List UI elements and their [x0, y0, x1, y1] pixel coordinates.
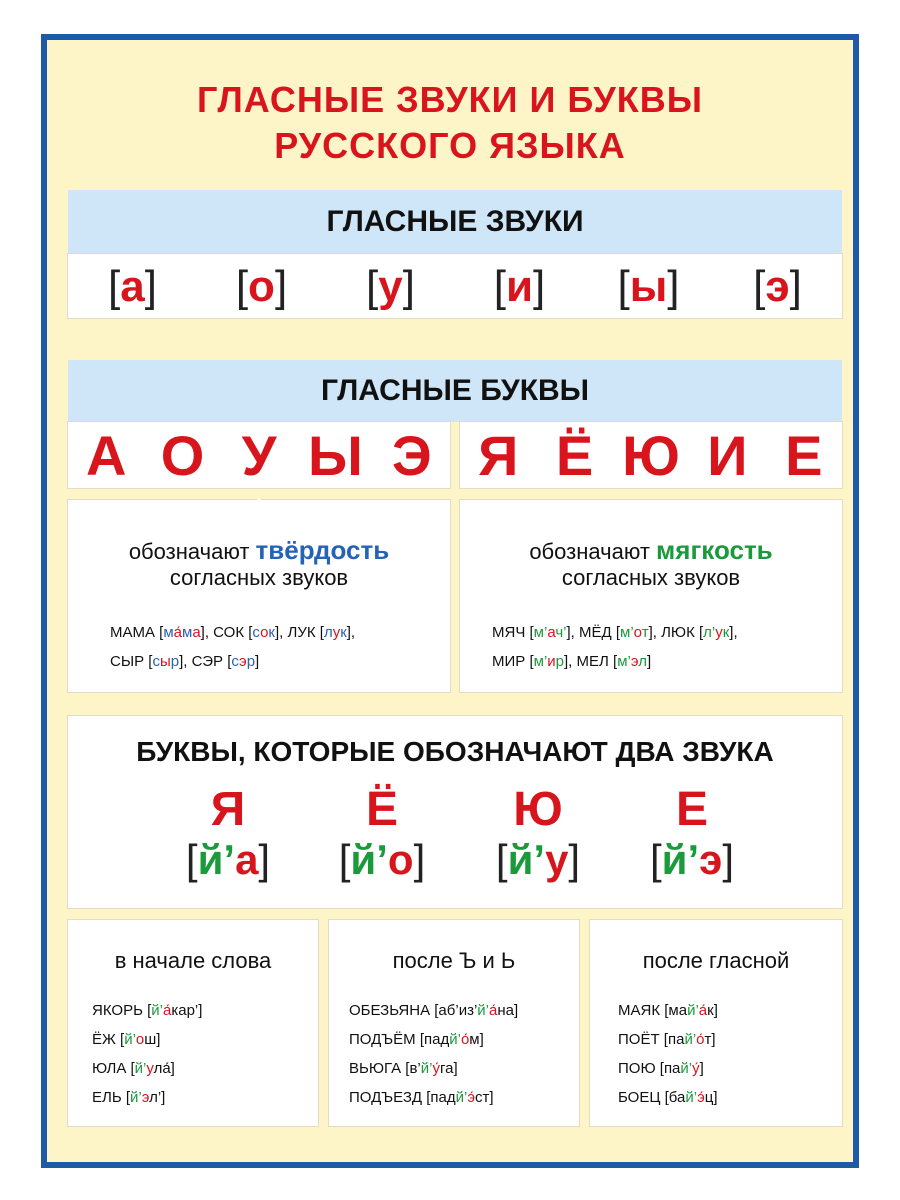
soft-example-line2: МИР [м’ир], МЕЛ [м’эл] — [492, 653, 652, 670]
hard-desc-card — [68, 500, 450, 692]
col-after-sign-title: после Ъ и Ь — [392, 948, 516, 973]
col-after-vowel-ex2: ПОЁТ [пай’о́т] — [618, 1031, 716, 1048]
two-sound-pair-2 — [468, 784, 608, 884]
poster-frame — [41, 34, 859, 1168]
vowel-sound-0: [а] — [108, 262, 157, 311]
col-after-sign-ex2: ПОДЪЁМ [падй’о́м] — [349, 1031, 484, 1048]
two-sound-transcription-2: [й’у] — [495, 836, 581, 883]
two-sound-letter-2: Ю — [513, 783, 563, 836]
vowel-sounds-header: ГЛАСНЫЕ ЗВУКИ — [68, 190, 842, 254]
vowel-letters-header: ГЛАСНЫЕ БУКВЫ — [68, 360, 842, 422]
hard-desc-line — [68, 536, 450, 566]
soft-letter-3: И — [707, 424, 748, 487]
col-after-vowel-ex1: МАЯК [май’а́к] — [618, 1002, 718, 1019]
vowel-sounds-card — [68, 254, 842, 318]
col-start-ex4: ЕЛЬ [й’эл’] — [92, 1089, 166, 1106]
two-sounds-header: БУКВЫ, КОТОРЫЕ ОБОЗНАЧАЮТ ДВА ЗВУКА — [136, 736, 774, 767]
two-sound-letter-1: Ё — [365, 783, 399, 836]
poster-title-line1: ГЛАСНЫЕ ЗВУКИ И БУКВЫ — [196, 79, 703, 120]
col-start-ex2: ЁЖ [й’ош] — [92, 1031, 161, 1048]
soft-letter-1: Ё — [555, 424, 594, 487]
hard-desc-prefix: обозначают — [128, 539, 250, 564]
hard-letter-2: У — [241, 424, 277, 487]
col-after-vowel-card — [590, 920, 842, 1126]
col-start-ex3: ЮЛА [й’ула́] — [92, 1060, 175, 1077]
hard-desc-suffix: согласных звуков — [169, 565, 349, 590]
col-after-sign-ex3: ВЬЮГА [в’й’у́га] — [349, 1060, 458, 1077]
hard-letter-1: О — [160, 424, 205, 487]
hard-example-line1: МАМА [ма́ма], СОК [сок], ЛУК [лук], — [110, 624, 356, 641]
two-sound-pair-1 — [312, 784, 452, 884]
two-sound-letter-3: Е — [675, 783, 708, 836]
two-sounds-card — [68, 716, 842, 908]
two-sound-transcription-1: [й’о] — [338, 836, 426, 883]
soft-desc-card — [460, 500, 842, 692]
vowel-sound-5: [э] — [753, 262, 802, 311]
soft-letters-card — [460, 422, 842, 488]
poster-title-line2: РУССКОГО ЯЗЫКА — [274, 125, 626, 166]
vowel-sound-1: [о] — [235, 262, 288, 311]
vowel-sound-4: [ы] — [617, 262, 680, 311]
col-after-sign-card — [329, 920, 579, 1126]
col-start-title: в начале слова — [114, 948, 272, 973]
soft-desc-line — [460, 536, 842, 566]
hard-keyword: твёрдость — [255, 535, 390, 565]
col-after-vowel-ex4: БОЕЦ [бай’э́ц] — [618, 1089, 718, 1106]
soft-example-line1: МЯЧ [м’ач’], МЁД [м’от], ЛЮК [л’ук], — [492, 624, 738, 641]
hard-letter-0: А — [85, 424, 127, 487]
hard-letter-4: Э — [391, 424, 432, 487]
col-start-ex1: ЯКОРЬ [й’а́кар’] — [92, 1002, 203, 1019]
soft-letter-2: Ю — [622, 424, 680, 487]
two-sound-letter-0: Я — [210, 783, 246, 836]
col-after-sign-ex1: ОБЕЗЬЯНА [аб’из’й’а́на] — [349, 1002, 519, 1019]
soft-letter-4: Е — [785, 424, 823, 487]
hard-letter-3: Ы — [307, 424, 363, 487]
hard-example-line2: СЫР [сыр], СЭР [сэр] — [110, 653, 260, 670]
vowel-sound-3: [и] — [493, 262, 546, 311]
soft-desc-prefix: обозначают — [529, 539, 650, 564]
col-start-card — [68, 920, 318, 1126]
two-sound-pair-3 — [622, 784, 762, 884]
two-sound-transcription-3: [й’э] — [649, 836, 735, 883]
soft-desc-suffix: согласных звуков — [561, 565, 741, 590]
col-after-vowel-ex3: ПОЮ [пай’у́] — [618, 1060, 704, 1077]
soft-keyword: мягкость — [656, 535, 773, 565]
col-after-vowel-title: после гласной — [642, 948, 790, 973]
vowel-sound-2: [у] — [366, 262, 415, 311]
soft-letter-0: Я — [478, 424, 519, 487]
two-sound-pair-0 — [158, 784, 298, 884]
hard-letters-card — [68, 422, 450, 488]
two-sound-transcription-0: [й’а] — [185, 836, 271, 883]
col-after-sign-ex4: ПОДЪЕЗД [падй’э́ст] — [349, 1089, 494, 1106]
